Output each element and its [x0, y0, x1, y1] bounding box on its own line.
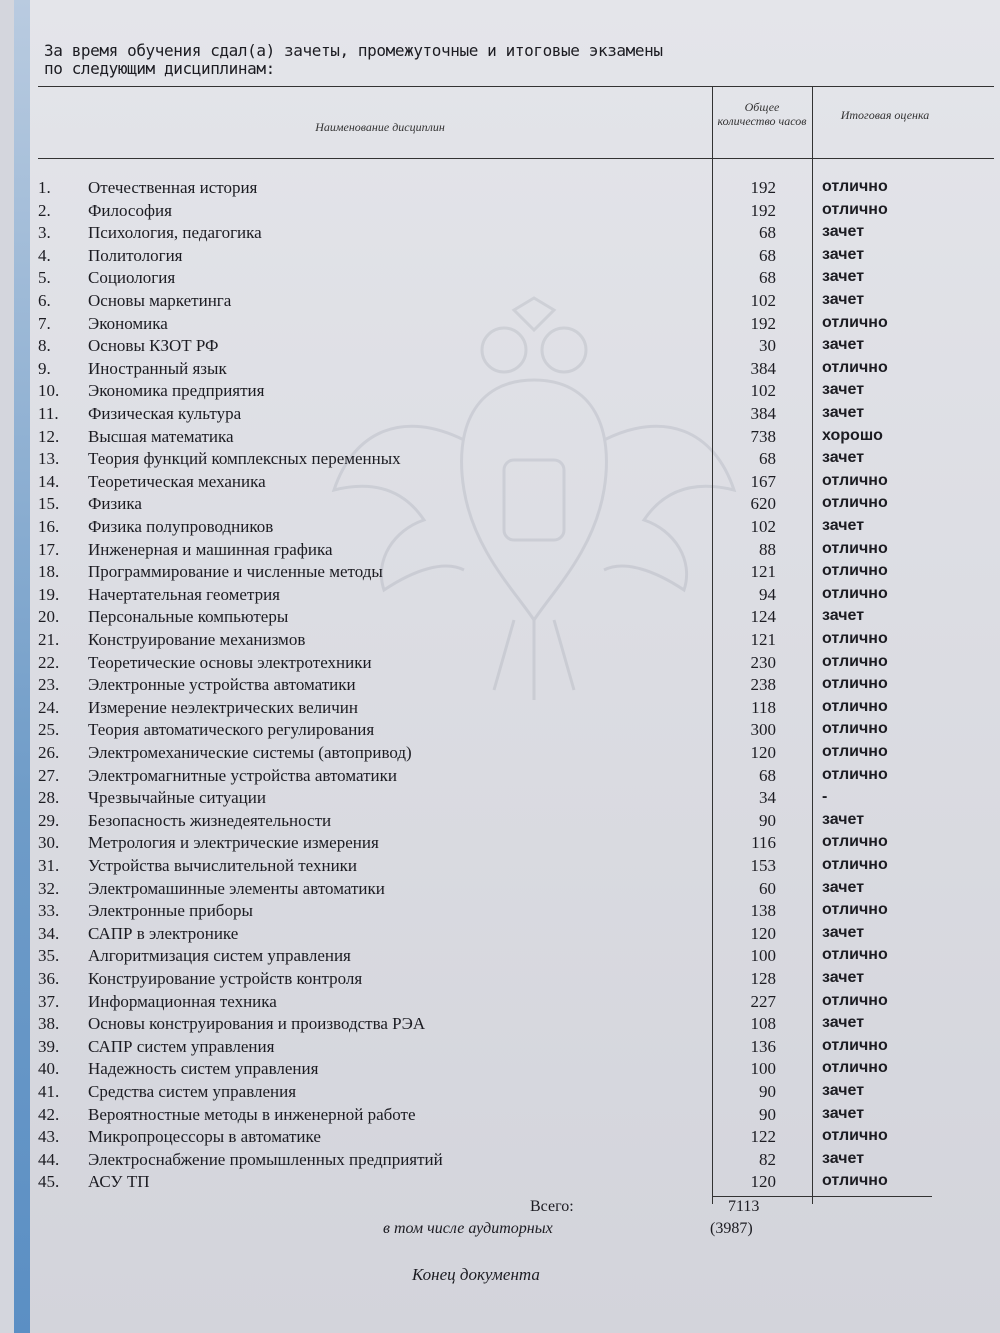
- total-value: 7113: [728, 1198, 760, 1215]
- discipline-grade: зачет: [822, 381, 865, 399]
- discipline-hours: 138: [750, 901, 776, 921]
- discipline-name: Теоретические основы электротехники: [88, 652, 372, 672]
- discipline-grade: отлично: [822, 630, 888, 647]
- discipline-grade: отлично: [822, 697, 888, 715]
- row-number: 27.: [38, 765, 60, 785]
- discipline-hours: 120: [750, 1172, 776, 1192]
- row-number: 34.: [38, 923, 60, 943]
- row-number: 4.: [38, 245, 51, 265]
- discipline-name: Конструирование механизмов: [88, 630, 306, 649]
- discipline-hours: 238: [750, 675, 776, 695]
- discipline-name: Экономика предприятия: [88, 381, 265, 401]
- table-row: [0, 1014, 1000, 1036]
- table-row: [0, 1059, 1000, 1081]
- discipline-hours: 100: [750, 946, 776, 966]
- row-number: 7.: [38, 313, 51, 333]
- discipline-grade: отлично: [822, 743, 888, 760]
- discipline-hours: 230: [750, 652, 776, 672]
- discipline-grade: зачет: [822, 810, 865, 828]
- table-row: [0, 1172, 1000, 1194]
- discipline-hours: 384: [750, 358, 776, 378]
- table-row: [0, 223, 1000, 245]
- row-number: 21.: [38, 630, 60, 649]
- discipline-name: Электронные приборы: [88, 901, 253, 921]
- discipline-hours: 167: [750, 471, 776, 491]
- header-grade: Итоговая оценка: [840, 108, 930, 122]
- discipline-grade: отлично: [822, 539, 888, 557]
- discipline-hours: 192: [750, 200, 776, 220]
- discipline-grade: зачет: [822, 1014, 865, 1032]
- row-number: 36.: [38, 969, 60, 988]
- discipline-hours: 136: [750, 1036, 776, 1056]
- table-row: [0, 924, 1000, 946]
- discipline-name: Микропроцессоры в автоматике: [88, 1127, 321, 1147]
- discipline-name: Высшая математика: [88, 426, 234, 446]
- discipline-name: Измерение неэлектрических величин: [88, 697, 358, 717]
- row-number: 12.: [38, 426, 60, 446]
- discipline-grade: зачет: [822, 969, 865, 986]
- discipline-hours: 121: [750, 630, 776, 649]
- row-number: 16.: [38, 517, 60, 536]
- discipline-name: Электромашинные элементы автоматики: [88, 878, 385, 898]
- table-row: [0, 1037, 1000, 1059]
- table-row: [0, 720, 1000, 742]
- table-row: [0, 404, 1000, 426]
- discipline-name: Средства систем управления: [88, 1082, 297, 1101]
- table-row: [0, 743, 1000, 765]
- discipline-hours: 300: [750, 720, 776, 740]
- table-header-rule: [38, 158, 994, 159]
- table-row: [0, 833, 1000, 855]
- table-row: [0, 1105, 1000, 1127]
- row-number: 29.: [38, 810, 60, 830]
- discipline-name: Вероятностные методы в инженерной работе: [88, 1104, 416, 1124]
- row-number: 9.: [38, 358, 51, 378]
- table-row: [0, 268, 1000, 290]
- table-row: [0, 946, 1000, 968]
- discipline-grade: отлично: [822, 901, 888, 919]
- row-number: 31.: [38, 856, 60, 875]
- discipline-grade: зачет: [822, 245, 865, 263]
- row-number: 3.: [38, 223, 51, 243]
- table-row: [0, 1082, 1000, 1104]
- discipline-name: Начертательная геометрия: [88, 584, 281, 604]
- auditorium-label: в том числе аудиторных: [383, 1220, 553, 1237]
- discipline-hours: 60: [759, 878, 776, 898]
- row-number: 26.: [38, 743, 60, 762]
- row-number: 45.: [38, 1172, 60, 1192]
- table-row: [0, 630, 1000, 652]
- row-number: 23.: [38, 675, 60, 695]
- discipline-grade: отлично: [822, 946, 888, 964]
- discipline-name: Иностранный язык: [88, 358, 227, 378]
- discipline-hours: 102: [750, 381, 776, 401]
- discipline-name: Философия: [88, 200, 172, 220]
- discipline-grade: отлично: [822, 471, 888, 489]
- discipline-hours: 108: [750, 1014, 776, 1034]
- discipline-hours: 384: [750, 404, 776, 423]
- discipline-grade: отлично: [822, 720, 888, 738]
- discipline-grade: зачет: [822, 404, 865, 421]
- intro-line-1: За время обучения сдал(а) зачеты, промежуточные и итоговые экзамены: [44, 41, 663, 60]
- discipline-hours: 90: [759, 1082, 776, 1101]
- discipline-hours: 116: [751, 833, 776, 853]
- row-number: 28.: [38, 788, 60, 808]
- table-row: [0, 1150, 1000, 1172]
- discipline-hours: 192: [750, 178, 776, 197]
- discipline-grade: зачет: [822, 223, 865, 241]
- discipline-grade: отлично: [822, 1127, 888, 1145]
- discipline-hours: 122: [750, 1127, 776, 1147]
- discipline-grade: отлично: [822, 991, 888, 1009]
- discipline-grade: отлично: [822, 584, 888, 602]
- total-label: Всего:: [530, 1198, 574, 1215]
- discipline-name: АСУ ТП: [88, 1172, 150, 1192]
- table-row: [0, 494, 1000, 516]
- row-number: 38.: [38, 1014, 60, 1034]
- discipline-hours: 90: [759, 1104, 776, 1124]
- discipline-grade: зачет: [822, 923, 865, 941]
- row-number: 5.: [38, 268, 51, 288]
- table-row: [0, 811, 1000, 833]
- table-row: [0, 381, 1000, 403]
- row-number: 15.: [38, 494, 60, 514]
- end-of-document: Конец документа: [412, 1265, 540, 1284]
- discipline-name: Теоретическая механика: [88, 471, 266, 491]
- discipline-hours: 120: [750, 743, 776, 762]
- row-number: 10.: [38, 381, 60, 401]
- discipline-hours: 94: [759, 584, 776, 604]
- discipline-hours: 128: [750, 969, 776, 988]
- discipline-grade: отлично: [822, 313, 888, 331]
- table-row: [0, 562, 1000, 584]
- discipline-grade: зачет: [822, 291, 865, 308]
- row-number: 25.: [38, 720, 60, 740]
- intro-line-2: по следующим дисциплинам:: [44, 59, 275, 78]
- discipline-name: Социология: [88, 268, 176, 288]
- discipline-hours: 227: [750, 991, 776, 1011]
- discipline-grade: отлично: [822, 1172, 888, 1190]
- discipline-name: Электроснабжение промышленных предприятий: [88, 1149, 443, 1169]
- discipline-name: Теория функций комплексных переменных: [88, 449, 401, 469]
- discipline-hours: 120: [750, 923, 776, 943]
- row-number: 20.: [38, 607, 60, 627]
- intro-text: [44, 42, 663, 78]
- header-discipline: Наименование дисциплин: [315, 120, 445, 134]
- discipline-grade: отлично: [822, 562, 888, 580]
- discipline-hours: 192: [750, 313, 776, 333]
- discipline-hours: 90: [759, 810, 776, 830]
- discipline-hours: 68: [759, 449, 776, 469]
- discipline-name: Чрезвычайные ситуации: [88, 788, 266, 808]
- discipline-grade: отлично: [822, 765, 888, 783]
- table-row: [0, 517, 1000, 539]
- row-number: 1.: [38, 178, 51, 197]
- row-number: 18.: [38, 562, 60, 582]
- discipline-grade: зачет: [822, 1149, 865, 1167]
- discipline-grade: зачет: [822, 878, 865, 896]
- row-number: 32.: [38, 878, 60, 898]
- row-number: 30.: [38, 833, 60, 853]
- discipline-name: Теория автоматического регулирования: [88, 720, 375, 740]
- discipline-grade: -: [822, 788, 828, 806]
- discipline-hours: 68: [759, 268, 776, 288]
- discipline-name: Устройства вычислительной техники: [88, 856, 358, 875]
- discipline-hours: 620: [750, 494, 776, 514]
- row-number: 42.: [38, 1104, 60, 1124]
- row-number: 14.: [38, 471, 60, 491]
- discipline-name: Персональные компьютеры: [88, 607, 289, 627]
- table-row: [0, 540, 1000, 562]
- table-row: [0, 449, 1000, 471]
- discipline-grade: зачет: [822, 1082, 865, 1099]
- discipline-name: Электромагнитные устройства автоматики: [88, 765, 397, 785]
- row-number: 2.: [38, 200, 51, 220]
- discipline-name: Алгоритмизация систем управления: [88, 946, 351, 966]
- discipline-name: Физика: [88, 494, 142, 514]
- row-number: 44.: [38, 1149, 60, 1169]
- discipline-name: Метрология и электрические измерения: [88, 833, 379, 853]
- discipline-name: Электронные устройства автоматики: [88, 675, 356, 695]
- discipline-name: Электромеханические системы (автопривод): [88, 743, 412, 762]
- table-row: [0, 969, 1000, 991]
- discipline-hours: 102: [750, 517, 776, 536]
- discipline-hours: 82: [759, 1149, 776, 1169]
- table-row: [0, 901, 1000, 923]
- discipline-grade: отлично: [822, 1059, 888, 1077]
- table-row: [0, 1127, 1000, 1149]
- discipline-name: Отечественная история: [88, 178, 258, 197]
- table-row: [0, 879, 1000, 901]
- row-number: 6.: [38, 291, 51, 310]
- table-row: [0, 246, 1000, 268]
- discipline-hours: 100: [750, 1059, 776, 1079]
- table-row: [0, 314, 1000, 336]
- table-row: [0, 427, 1000, 449]
- discipline-hours: 34: [759, 788, 776, 808]
- discipline-grade: отлично: [822, 856, 888, 873]
- row-number: 39.: [38, 1036, 60, 1056]
- discipline-name: Основы маркетинга: [88, 291, 232, 310]
- auditorium-value: (3987): [710, 1220, 753, 1237]
- discipline-name: Программирование и численные методы: [88, 562, 383, 582]
- discipline-grade: зачет: [822, 1104, 865, 1122]
- row-number: 33.: [38, 901, 60, 921]
- discipline-hours: 68: [759, 245, 776, 265]
- table-row: [0, 788, 1000, 810]
- table-row: [0, 336, 1000, 358]
- row-number: 41.: [38, 1082, 60, 1101]
- discipline-name: Экономика: [88, 313, 168, 333]
- discipline-hours: 124: [750, 607, 776, 627]
- row-number: 35.: [38, 946, 60, 966]
- discipline-grade: отлично: [822, 178, 888, 195]
- discipline-name: Информационная техника: [88, 991, 277, 1011]
- row-number: 19.: [38, 584, 60, 604]
- table-row: [0, 766, 1000, 788]
- table-row: [0, 992, 1000, 1014]
- discipline-name: Психология, педагогика: [88, 223, 262, 243]
- discipline-hours: 68: [759, 223, 776, 243]
- discipline-name: САПР в электронике: [88, 923, 239, 943]
- discipline-hours: 118: [751, 697, 776, 717]
- totals-rule: [712, 1196, 932, 1197]
- row-number: 13.: [38, 449, 60, 469]
- discipline-hours: 30: [759, 336, 776, 356]
- discipline-name: Физика полупроводников: [88, 517, 274, 536]
- discipline-hours: 102: [750, 291, 776, 310]
- row-number: 11.: [38, 404, 59, 423]
- discipline-name: Конструирование устройств контроля: [88, 969, 363, 988]
- header-hours: Общее количество часов: [717, 100, 807, 128]
- discipline-grade: отлично: [822, 358, 888, 376]
- discipline-grade: зачет: [822, 517, 865, 534]
- discipline-hours: 738: [750, 426, 776, 446]
- discipline-grade: зачет: [822, 607, 865, 625]
- discipline-grade: отлично: [822, 675, 888, 693]
- discipline-grade: хорошо: [822, 426, 883, 444]
- table-row: [0, 359, 1000, 381]
- discipline-grade: отлично: [822, 200, 888, 218]
- table-row: [0, 178, 1000, 200]
- discipline-hours: 68: [759, 765, 776, 785]
- discipline-grade: зачет: [822, 336, 865, 354]
- table-row: [0, 607, 1000, 629]
- discipline-name: Физическая культура: [88, 404, 242, 423]
- row-number: 40.: [38, 1059, 60, 1079]
- discipline-hours: 88: [759, 539, 776, 559]
- table-top-rule: [38, 86, 994, 87]
- row-number: 37.: [38, 991, 60, 1011]
- table-row: [0, 291, 1000, 313]
- table-row: [0, 653, 1000, 675]
- discipline-name: Основы конструирования и производства РЭА: [88, 1014, 426, 1034]
- discipline-grade: отлично: [822, 833, 888, 851]
- discipline-name: Надежность систем управления: [88, 1059, 319, 1079]
- table-row: [0, 472, 1000, 494]
- discipline-name: САПР систем управления: [88, 1036, 275, 1056]
- discipline-grade: отлично: [822, 494, 888, 512]
- discipline-name: Основы КЗОТ РФ: [88, 336, 219, 356]
- discipline-hours: 121: [750, 562, 776, 582]
- row-number: 22.: [38, 652, 60, 672]
- table-row: [0, 675, 1000, 697]
- table-row: [0, 201, 1000, 223]
- table-row: [0, 585, 1000, 607]
- discipline-name: Безопасность жизнедеятельности: [88, 810, 332, 830]
- table-row: [0, 698, 1000, 720]
- discipline-grade: отлично: [822, 652, 888, 670]
- discipline-hours: 153: [750, 856, 776, 875]
- row-number: 17.: [38, 539, 60, 559]
- discipline-name: Инженерная и машинная графика: [88, 539, 333, 559]
- discipline-grade: отлично: [822, 1036, 888, 1054]
- discipline-grade: зачет: [822, 268, 865, 286]
- discipline-name: Политология: [88, 245, 183, 265]
- row-number: 43.: [38, 1127, 60, 1147]
- table-row: [0, 856, 1000, 878]
- row-number: 24.: [38, 697, 60, 717]
- discipline-grade: зачет: [822, 449, 865, 467]
- row-number: 8.: [38, 336, 51, 356]
